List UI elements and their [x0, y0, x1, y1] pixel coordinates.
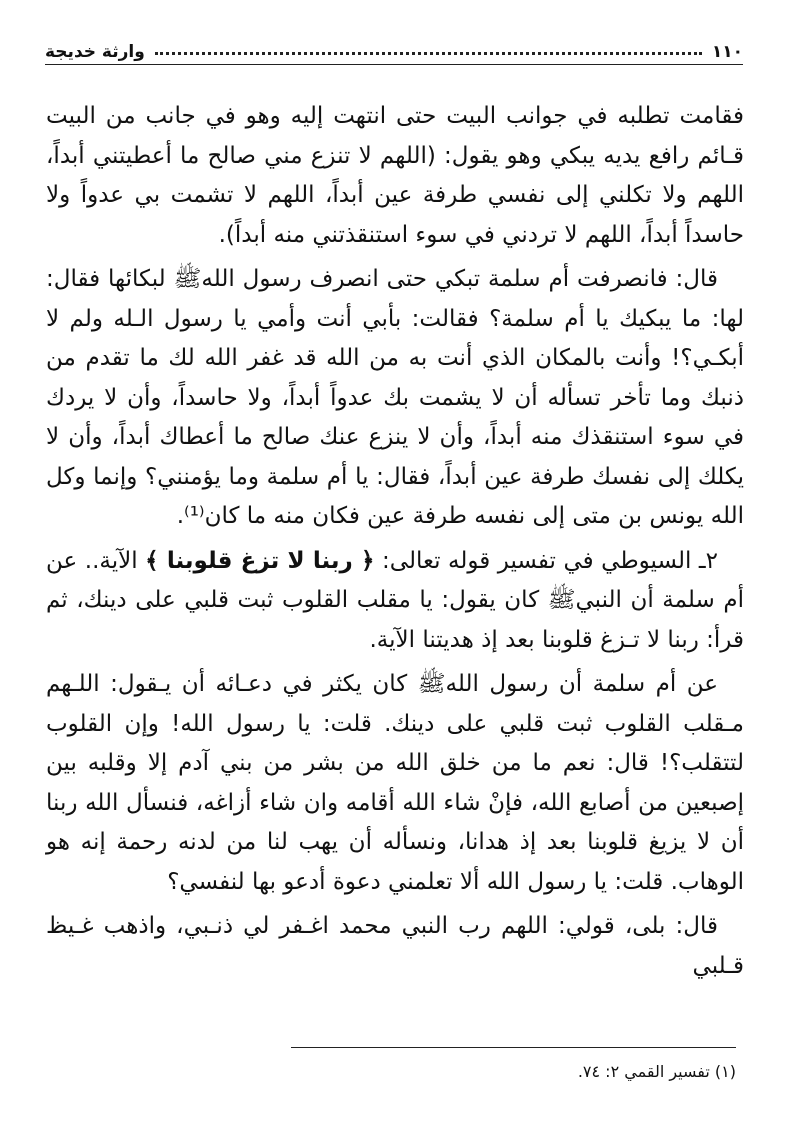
running-header — [45, 30, 743, 62]
paragraph-3-rest: الآية.. عن أم سلمة أن النبيﷺ كان يقول: يا مقلب القلوب ثبت قلبي على دينك، ثم قرأ: ربنا لا تـزغ قلوبنا بعد إذ هديتنا الآية. — [46, 547, 744, 653]
header-rule — [45, 64, 743, 65]
chapter-title: وارثة خديجة — [45, 42, 145, 62]
paragraph-3-intro: ٢ـ السيوطي في تفسير قوله تعالى: — [374, 547, 719, 574]
paragraph-2: قال: فانصرفت أم سلمة تبكي حتى انصرف رسول اللهﷺ لبكائها فقال: لها: ما يبكيك يا أم سلمة؟ فقالت: بأبي أنت وأمي يا رسول الـله ولم لا أبكـي؟! وأنت بالمكان الذي أنت به من الله قد غفر الله لك ما تقدم من ذنبك وما تأخر تسأله أن لا يشمت بك عدواً أبداً، ولا حاسداً، وأن لا يردك في سوء استنقذك منه أبداً، وأن لا ينزع عنك صالح ما أعطاك أبداً، وأن لا يكلك إلى نفسك طرفة عين أبداً، فقال: يا أم سلمة وما يؤمنني؟ وإنما وكل الله يونس بن متى إلى نفسه طرفة عين فكان منه ما كان⁽¹⁾. — [46, 266, 744, 529]
footnote-rule — [291, 1047, 736, 1048]
quran-verse: ﴿ ربنا لا تزغ قلوبنا ﴾ — [145, 547, 375, 574]
footnote: (١) تفسير القمي ٢: ٧٤. — [577, 1062, 736, 1081]
page-number: ١١٠ — [711, 42, 743, 62]
body-text — [46, 97, 744, 991]
header-leader-dots — [155, 52, 702, 55]
paragraph-3 — [46, 542, 744, 661]
paragraph-5: قال: بلى، قولي: اللهم رب النبي محمد اغـفر لي ذنـبي، واذهب غـيظ قـلبي — [46, 913, 744, 979]
paragraph-1: فقامت تطلبه في جوانب البيت حتى انتهت إليه وهو في جانب من البيت قـائم رافع يديه يبكي وهو يقول: (اللهم لا تنزع مني صالح ما أعطيتني أبداً، اللهم ولا تكلني إلى نفسي طرفة عين أبداً، اللهم لا تشمت بي عدواً ولا حاسداً أبداً، اللهم لا تردني في سوء استنقذتني منه أبداً). — [46, 103, 744, 248]
paragraph-4: عن أم سلمة أن رسول اللهﷺ كان يكثر في دعـائه أن يـقول: اللـهم مـقلب القلوب ثبت قلبي على دينك. قلت: يا رسول الله! وإن القلوب لتتقلب؟! قال: نعم ما من خلق الله من بشر من بني آدم إلا وقلبه بين إصبعين من أصابع الله، فإنْ شاء الله أقامه وان شاء أزاغه، فنسأل الله ربنا أن لا يزيغ قلوبنا بعد إذ هدانا، ونسأله أن يهب لنا من لدنه رحمة إنه هو الوهاب. قلت: يا رسول الله ألا تعلمني دعوة أدعو بها لنفسي؟ — [46, 671, 744, 895]
